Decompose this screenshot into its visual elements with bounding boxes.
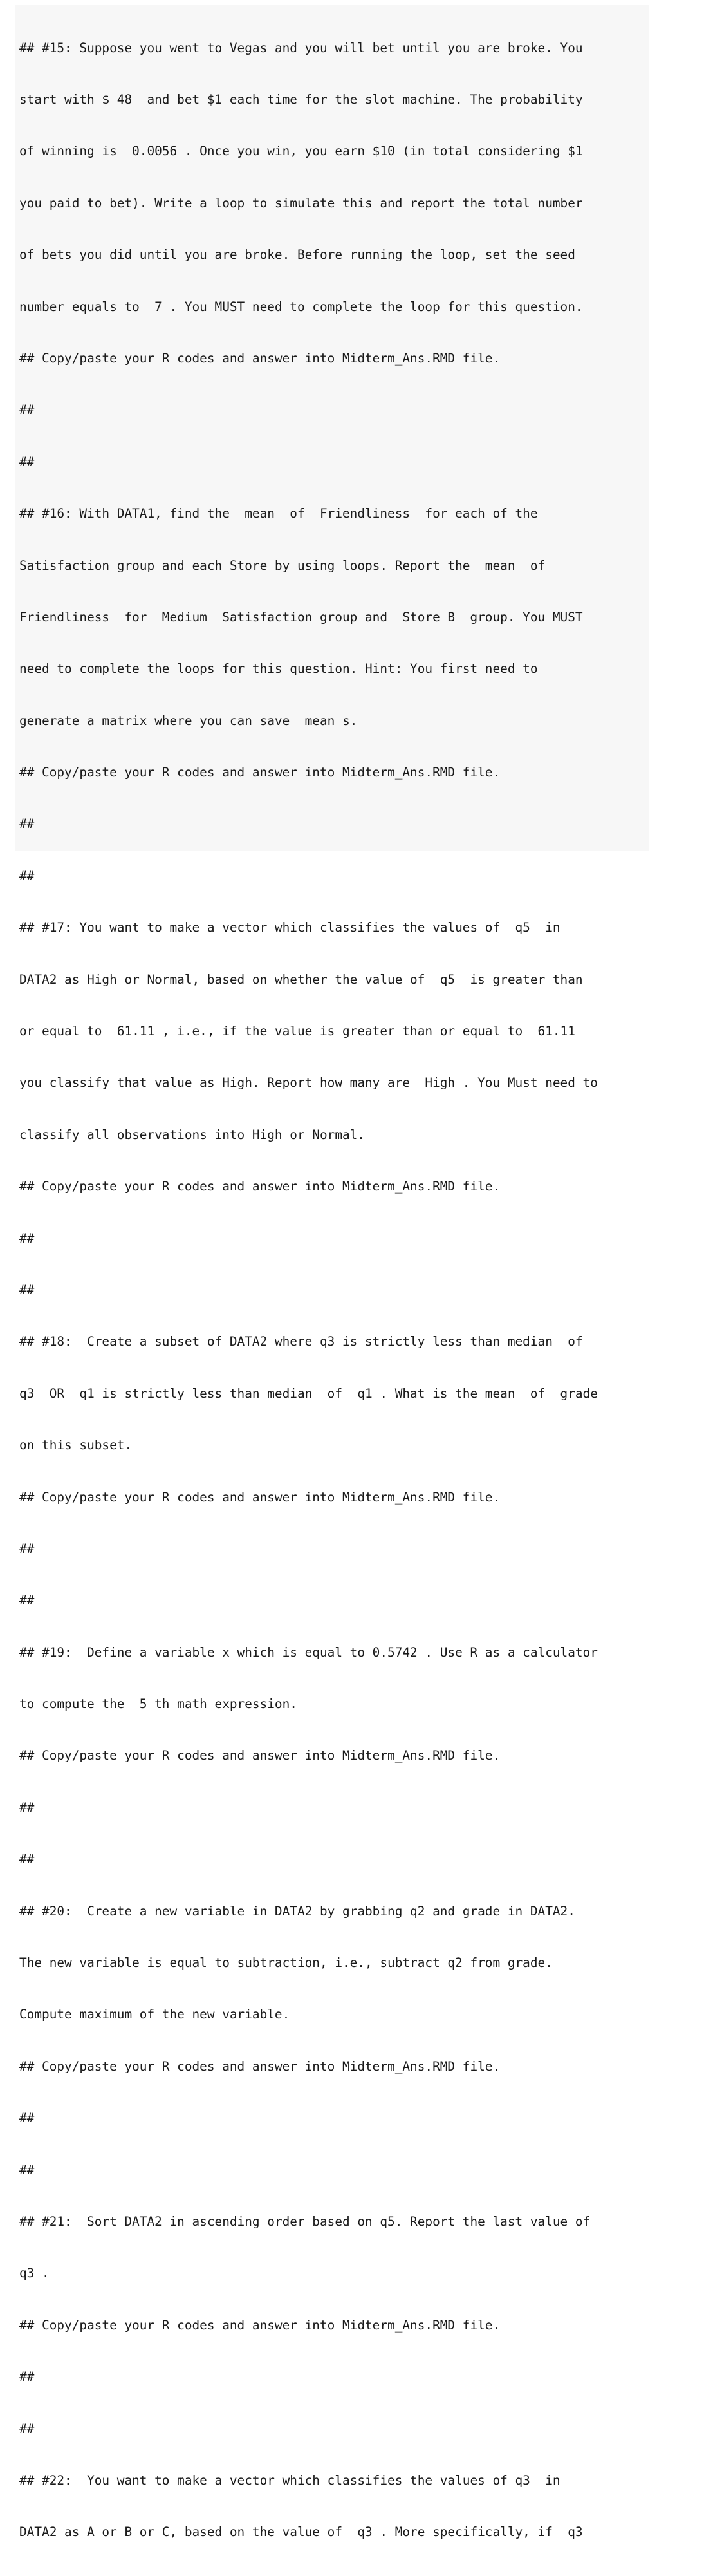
code-line: ## [19, 2111, 35, 2126]
code-line: ## #20: Create a new variable in DATA2 by grabbing q2 and grade in DATA2. [19, 1903, 575, 1919]
code-line: ## [19, 868, 35, 883]
code-line: q3 . [19, 2266, 50, 2281]
code-output-text [19, 5, 598, 2576]
code-line: of winning is 0.0056 . Once you win, you earn $10 (in total considering $1 [19, 144, 583, 159]
code-line: ## #19: Define a variable x which is equal to 0.5742 . Use R as a calculator [19, 1644, 598, 1660]
code-line: ## #22: You want to make a vector which classifies the values of q3 in [19, 2472, 560, 2488]
code-line: you paid to bet). Write a loop to simulate this and report the total number [19, 195, 583, 211]
code-line: ## [19, 1852, 35, 1867]
code-line: ## [19, 2421, 35, 2436]
code-line: DATA2 as High or Normal, based on whether the value of q5 is greater than [19, 972, 583, 987]
code-line: ## Copy/paste your R codes and answer into Midterm_Ans.RMD file. [19, 1489, 501, 1505]
code-line: ## Copy/paste your R codes and answer into Midterm_Ans.RMD file. [19, 1179, 501, 1194]
code-line: classify all observations into High or Normal. [19, 1127, 366, 1142]
code-line: The new variable is equal to subtraction, i.e., subtract q2 from grade. [19, 1955, 553, 1971]
code-line: ## #21: Sort DATA2 in ascending order based on q5. Report the last value of [19, 2214, 591, 2229]
code-line: ## Copy/paste your R codes and answer into Midterm_Ans.RMD file. [19, 2317, 501, 2333]
code-line: ## Copy/paste your R codes and answer into Midterm_Ans.RMD file. [19, 1748, 501, 1763]
code-line: ## [19, 1593, 35, 1608]
code-line: ## [19, 1230, 35, 1246]
code-line: ## Copy/paste your R codes and answer into Midterm_Ans.RMD file. [19, 350, 501, 366]
code-line: start with $ 48 and bet $1 each time for the slot machine. The probability [19, 91, 583, 107]
code-line: ## #15: Suppose you went to Vegas and you will bet until you are broke. You [19, 40, 583, 55]
code-line: ## [19, 1800, 35, 1815]
code-output-panel [15, 5, 649, 2540]
code-line: of bets you did until you are broke. Before running the loop, set the seed [19, 247, 575, 263]
code-line: Friendliness for Medium Satisfaction group and Store B group. You MUST [19, 609, 583, 625]
code-line: ## #17: You want to make a vector which classifies the values of q5 in [19, 920, 560, 935]
code-line: or equal to 61.11 , i.e., if the value is greater than or equal to 61.11 [19, 1024, 575, 1039]
code-line: ## Copy/paste your R codes and answer into Midterm_Ans.RMD file. [19, 2058, 501, 2074]
code-line: number equals to 7 . You MUST need to complete the loop for this question. [19, 299, 583, 314]
code-line: ## [19, 2369, 35, 2385]
code-line: ## [19, 454, 35, 469]
code-line: Compute maximum of the new variable. [19, 2007, 290, 2022]
code-line: ## [19, 1282, 35, 1297]
code-line: ## #18: Create a subset of DATA2 where q3 is strictly less than median of [19, 1334, 583, 1349]
code-line: ## [19, 402, 35, 418]
code-line: ## [19, 816, 35, 832]
code-line: q3 OR q1 is strictly less than median of q1 . What is the mean of grade [19, 1386, 598, 1401]
code-line: generate a matrix where you can save mean s. [19, 713, 358, 728]
code-line: ## [19, 2162, 35, 2177]
code-line: on this subset. [19, 1438, 133, 1453]
code-line: ## Copy/paste your R codes and answer into Midterm_Ans.RMD file. [19, 765, 501, 780]
code-line: to compute the 5 th math expression. [19, 1697, 297, 1712]
code-line: Satisfaction group and each Store by using loops. Report the mean of [19, 558, 546, 573]
code-line: you classify that value as High. Report how many are High . You Must need to [19, 1075, 598, 1091]
code-line: DATA2 as A or B or C, based on the value of q3 . More specifically, if q3 [19, 2524, 583, 2540]
code-line: need to complete the loops for this question. Hint: You first need to [19, 661, 538, 677]
code-line: ## [19, 1541, 35, 1556]
code-line: ## #16: With DATA1, find the mean of Friendliness for each of the [19, 506, 538, 522]
